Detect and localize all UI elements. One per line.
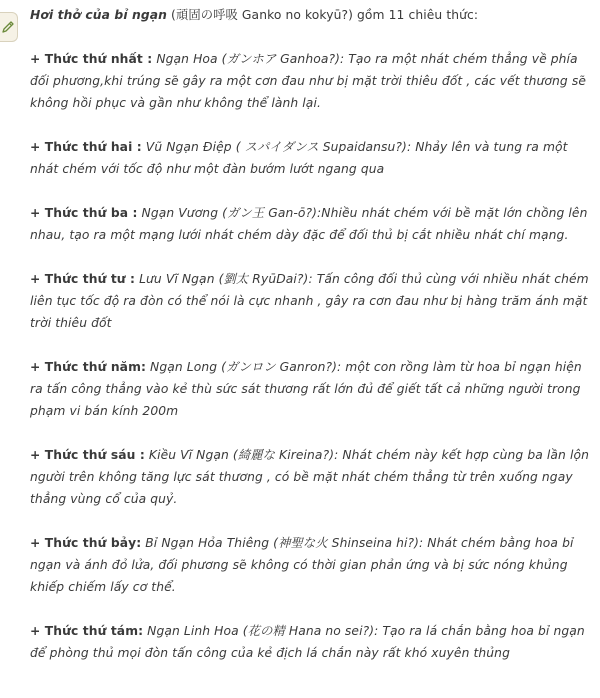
form-label: + Thức thứ năm: bbox=[30, 360, 147, 374]
intro-lead: Hơi thở của bỉ ngạn bbox=[30, 8, 168, 22]
form-label: + Thức thứ tư : bbox=[30, 272, 136, 286]
form-description: Vũ Ngạn Điệp ( スパイダンス Supaidansu?): Nhảy lên và tung ra một nhát chém với tốc độ như một đàn bướm lướt ngang qua bbox=[30, 140, 568, 176]
form-paragraph-8 bbox=[30, 620, 592, 664]
article-content bbox=[30, 0, 592, 664]
form-label: + Thức thứ hai : bbox=[30, 140, 142, 154]
form-paragraph-1 bbox=[30, 48, 592, 114]
form-label: + Thức thứ bảy: bbox=[30, 536, 142, 550]
form-paragraph-6 bbox=[30, 444, 592, 510]
form-description: Lưu Vĩ Ngạn (劉太 RyūDai?): Tấn công đối thủ cùng với nhiều nhát chém liên tục tốc độ ra đòn có thể nói là cực nhanh , gây ra cơn đau như bị hàng trăm ánh mặt trời thiêu đốt bbox=[30, 272, 589, 330]
form-description: Ngạn Vương (ガン王 Gan-ō?):Nhiều nhát chém với bề mặt lớn chồng lên nhau, tạo ra một mạng lưới nhát chém dày đặc để đối thủ bị cắt nhiều nhát chí mạng. bbox=[30, 206, 588, 242]
form-paragraph-2 bbox=[30, 136, 592, 180]
intro-paragraph bbox=[30, 4, 592, 26]
form-paragraph-3 bbox=[30, 202, 592, 246]
edit-tab[interactable] bbox=[0, 12, 18, 42]
form-label: + Thức thứ ba : bbox=[30, 206, 138, 220]
form-description: Ngạn Hoa (ガンホア Ganhoa?): Tạo ra một nhát chém thẳng về phía đối phương,khi trúng sẽ gây ra một cơn đau như bị mặt trời thiêu đốt , các vết thương sẽ không hồi phục và gần như không thể lành lại. bbox=[30, 52, 586, 110]
form-paragraph-7 bbox=[30, 532, 592, 598]
form-label: + Thức thứ tám: bbox=[30, 624, 144, 638]
form-description: Kiều Vĩ Ngạn (綺麗な Kireina?): Nhát chém này kết hợp cùng ba lần lộn người trên không tăng lực sát thương , có bề mặt nhát chém thẳng từ trên xuống ngay thẳng vùng cổ của quỷ. bbox=[30, 448, 589, 506]
form-description: Bỉ Ngạn Hỏa Thiêng (神聖な火 Shinseina hi?): Nhát chém bằng hoa bỉ ngạn và ánh đỏ lửa, đối phương sẽ không có thời gian phản ứng và bị sức nóng khủng khiếp chiếm lấy cơ thể. bbox=[30, 536, 574, 594]
form-paragraph-5 bbox=[30, 356, 592, 422]
form-paragraph-4 bbox=[30, 268, 592, 334]
intro-rest: (頑固の呼吸 Ganko no kokyū?) gồm 11 chiêu thức: bbox=[167, 8, 479, 22]
form-description: Ngạn Linh Hoa (花の精 Hana no sei?): Tạo ra lá chắn bằng hoa bỉ ngạn để phòng thủ mọi đòn tấn công của kẻ địch lá chắn này rất khó xuyên thủng bbox=[30, 624, 585, 660]
form-description: Ngạn Long (ガンロン Ganron?): một con rồng làm từ hoa bỉ ngạn hiện ra tấn công thẳng vào kẻ thù sức sát thương rất lớn đủ để giết tất cả những người trong phạm vi bán kính 200m bbox=[30, 360, 582, 418]
form-label: + Thức thứ sáu : bbox=[30, 448, 145, 462]
pencil-icon bbox=[1, 19, 15, 35]
form-label: + Thức thứ nhất : bbox=[30, 52, 153, 66]
